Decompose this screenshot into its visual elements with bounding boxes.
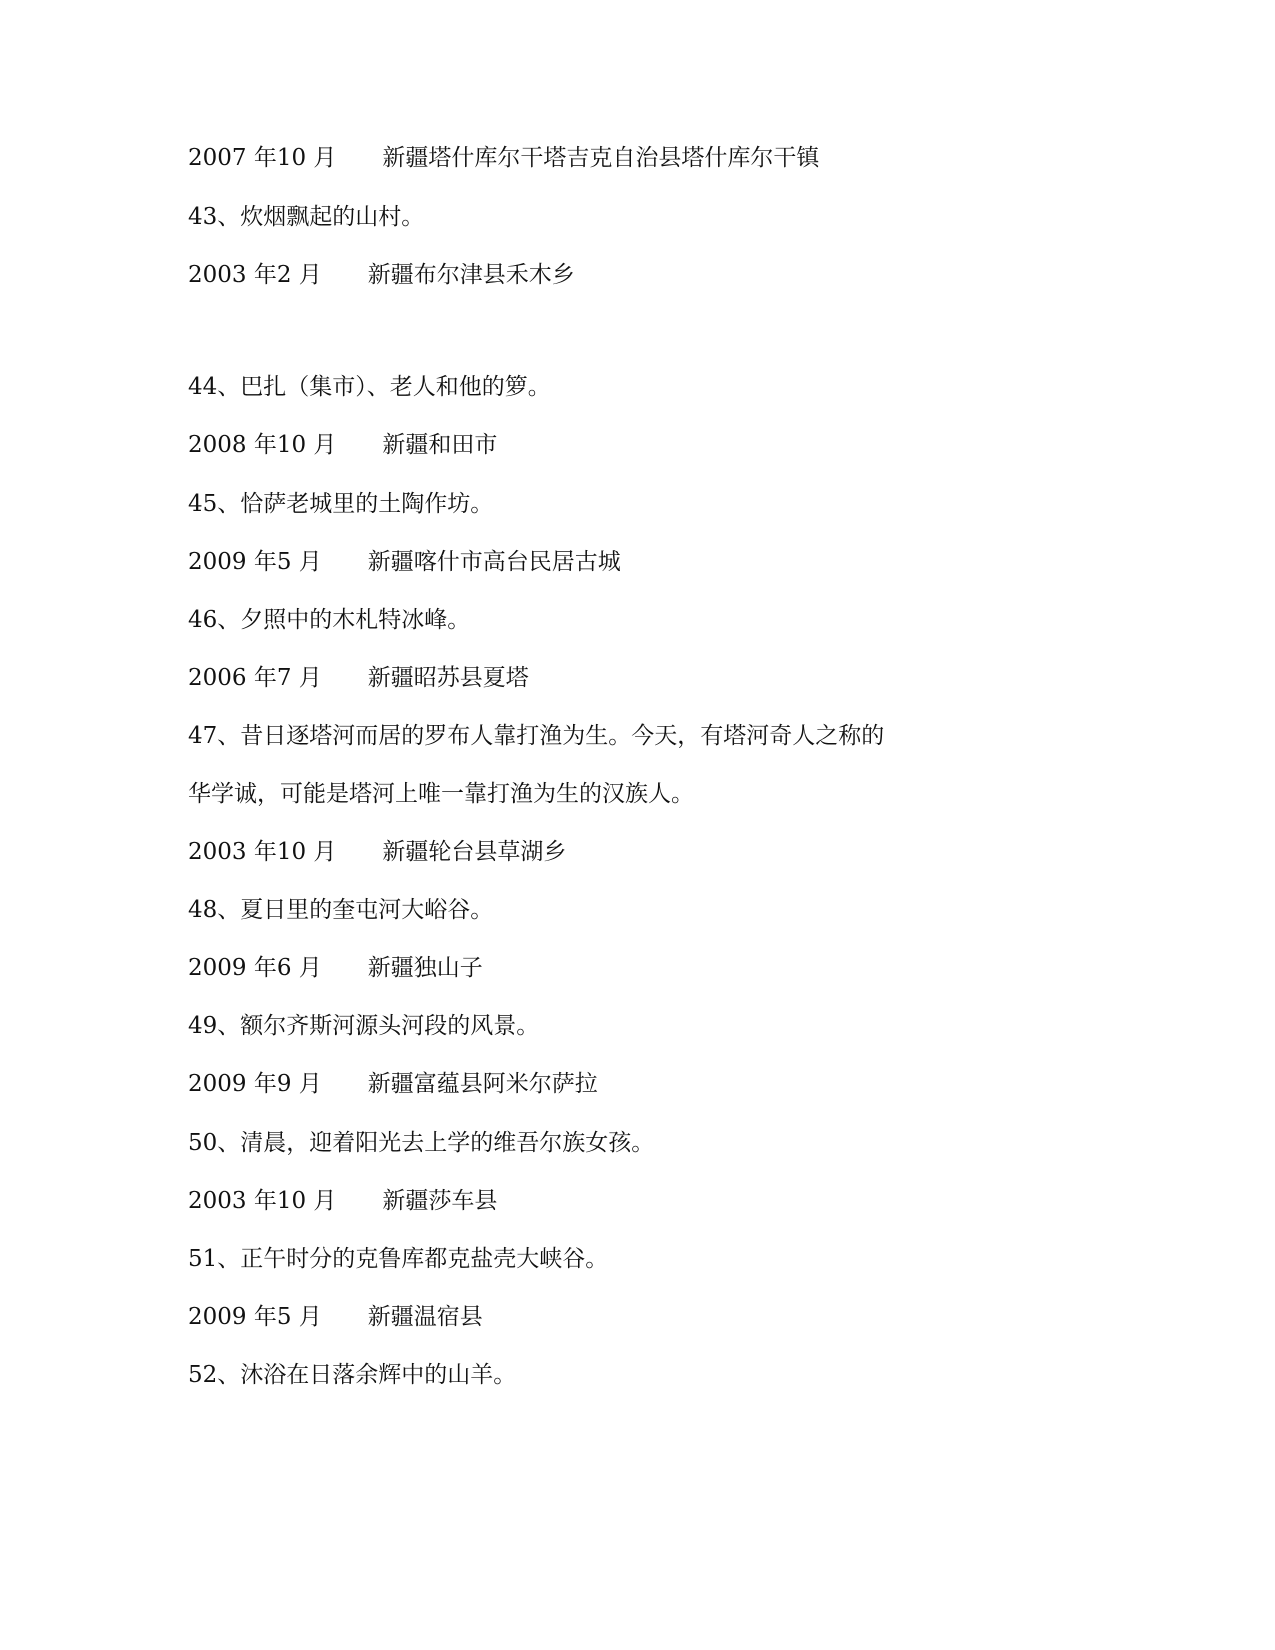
- photo-location: 新疆和田市: [382, 432, 498, 458]
- date-place-line: [188, 951, 483, 985]
- photo-date: 2003 年10 月: [188, 1188, 337, 1214]
- photo-caption: 49、额尔齐斯河源头河段的风景。: [188, 1013, 540, 1039]
- photo-caption: 43、炊烟飘起的山村。: [188, 204, 425, 230]
- photo-location: 新疆独山子: [367, 955, 483, 981]
- photo-date: 2006 年7 月: [188, 665, 322, 691]
- photo-date: 2009 年9 月: [188, 1071, 322, 1097]
- photo-location: 新疆昭苏县夏塔: [367, 665, 529, 691]
- photo-location: 新疆布尔津县禾木乡: [367, 262, 575, 288]
- photo-caption: 46、夕照中的木札特冰峰。: [188, 607, 471, 633]
- photo-date: 2003 年10 月: [188, 839, 337, 865]
- photo-caption: 44、巴扎（集市）、老人和他的箩。: [188, 374, 551, 400]
- photo-caption: 52、沐浴在日落余辉中的山羊。: [188, 1362, 517, 1388]
- date-place-line: [188, 141, 819, 175]
- date-place-line: [188, 1067, 598, 1101]
- photo-location: 新疆喀什市高台民居古城: [367, 549, 621, 575]
- photo-location: 新疆轮台县草湖乡: [382, 839, 567, 865]
- photo-caption: 51、正午时分的克鲁库都克盐壳大峡谷。: [188, 1246, 609, 1272]
- date-place-line: [188, 661, 529, 695]
- photo-location: 新疆温宿县: [367, 1304, 483, 1330]
- photo-caption: 48、夏日里的奎屯河大峪谷。: [188, 897, 494, 923]
- date-place-line: [188, 545, 621, 579]
- photo-date: 2003 年2 月: [188, 262, 322, 288]
- date-place-line: [188, 428, 497, 462]
- photo-location: 新疆塔什库尔干塔吉克自治县塔什库尔干镇: [382, 145, 820, 171]
- photo-date: 2009 年5 月: [188, 549, 322, 575]
- date-place-line: [188, 258, 575, 292]
- photo-caption: 50、清晨，迎着阳光去上学的维吾尔族女孩。: [188, 1130, 655, 1156]
- date-place-line: [188, 835, 566, 869]
- date-place-line: [188, 1184, 497, 1218]
- photo-date: 2007 年10 月: [188, 145, 337, 171]
- photo-caption-continued: 华学诚，可能是塔河上唯一靠打渔为生的汉族人。: [188, 781, 694, 807]
- photo-location: 新疆莎车县: [382, 1188, 498, 1214]
- date-place-line: [188, 1300, 483, 1334]
- photo-date: 2008 年10 月: [188, 432, 337, 458]
- photo-location: 新疆富蕴县阿米尔萨拉: [367, 1071, 598, 1097]
- photo-date: 2009 年6 月: [188, 955, 322, 981]
- photo-caption: 45、恰萨老城里的土陶作坊。: [188, 491, 494, 517]
- photo-date: 2009 年5 月: [188, 1304, 322, 1330]
- photo-caption: 47、昔日逐塔河而居的罗布人靠打渔为生。今天，有塔河奇人之称的: [188, 723, 885, 749]
